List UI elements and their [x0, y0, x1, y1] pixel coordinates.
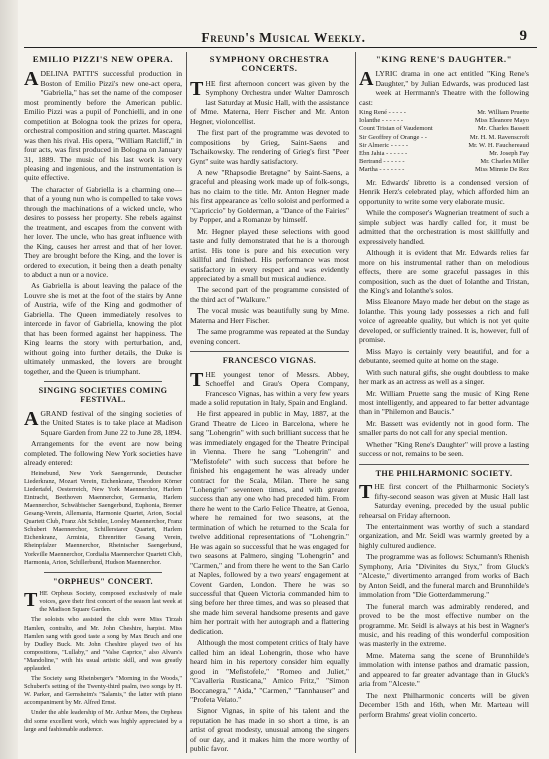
article-title: SINGING SOCIETIES COMING FESTIVAL. — [38, 385, 168, 405]
paragraph: Mr. William Pruette sang the music of King Rene most intelligently, and appeared to far better advantage than in "Philemon and Baucis." — [359, 388, 529, 417]
section-divider — [44, 381, 162, 382]
column-divider — [186, 52, 187, 753]
paragraph-text: HE first afternoon concert was given by the Symphony Orchestra under Walter Damrosch last Saturday at Music Hall, with the assistance of Mme. Materna, Herr Fischer and Mr. Anton Hegner, violoncellist. — [190, 78, 349, 126]
society-list: Heinebund, New York Saengerrunde, Deutscher Liederkranz, Mozart Verein, Eichenkranz, Theodore Körner Liedertafel, Oesterreich, New York Maennerchor, Harlem Eintracht, Beethoven Maennerchor, Germania, Harlem Maennerchor, Schwäbischer Saengerbund, Euphonia, Bremer Gesang-Verein, Allemania, Harmonie Quartet, Arion, Social Quartett Club, Franz Abt Schüler, Lorsley Maennerchor, Franz Schubert Maennerchor, Schillerstarer Quartett, Harlem Eichenkranz, Arminia, Ehrenritter Gesang Verein, Rheinpfalzer Maennerchor, Rheinischer Saengerbund, Yorkville Maennerchor, Cordialia Maennerchor Quartett Club, Harmonia, Arion, Schillerbund, Hudson Maennerchor. — [24, 469, 182, 566]
cast-row — [359, 117, 529, 125]
cast-role: Ebn Jahia - - - - - - — [359, 149, 408, 157]
masthead-title: Freund's Musical Weekly. — [201, 30, 366, 45]
article-lead — [190, 79, 349, 126]
article-title: THE PHILHARMONIC SOCIETY. — [375, 468, 513, 478]
paragraph-text: HE first concert of the Philharmonic Society's fifty-second season was given at Music Hall last Saturday evening, preceded by the usual public rehearsal on Friday afternoon. — [359, 482, 529, 520]
paragraph: Although it is evident that Mr. Edwards relies far more on his instrumental rather than on melodious effects, there are some graceful passages in this composition, such as the duet of Iolanthe and Tristan, the King's and Iolanthe's solos. — [359, 248, 529, 295]
section-divider — [44, 572, 162, 573]
paragraph: With such natural gifts, she ought doubtless to make her mark as an actress as well as a singer. — [359, 367, 529, 387]
drop-cap: T — [190, 368, 204, 391]
paragraph: A new "Rhapsodie Bretagne" by Saint-Saens, a graceful and pleasing work made up of folk-songs, has no claim to the title. Mr. Anton Hegner made his first appearance as 'cello soloist and performed a "Capriccio" by Golderman, a "Dance of the Fairies" by Popper, and a Romanze by himself. — [190, 167, 349, 225]
paragraph: Whether "King Rene's Daughter" will prove a lasting success or not, remains to be seen. — [359, 439, 529, 459]
section-divider — [359, 464, 529, 465]
article-lead — [359, 482, 529, 520]
page-number: 9 — [519, 28, 527, 44]
cast-list — [359, 109, 529, 174]
paragraph: The programme was as follows: Schumann's Rhenish Symphony, Aria "Divinites du Styx," from Gluck's "Alceste," divertimento arranged from works of Bach by Anton Seidl, and the funeral march and Brunnhilde's immolation from "Die Gotterdammerung." — [359, 552, 529, 600]
cast-role: Count Tristan of Vaudemont — [359, 125, 433, 133]
cast-row — [359, 109, 529, 117]
paragraph: The soloists who assisted the club were Miss Tirzah Hamlen, contralto, and Mr. John Cheshire, harpist. Miss Hamlen sang with good taste a song by Max Bruch and one by Dudley Buck. Mr. John Cheshire played two of his compositions, "Lullaby," and "Valse Caprice," also Alvars's "Mandoline," with his usual artistic skill, and was greatly applauded. — [24, 616, 182, 672]
cast-role: Martha - - - - - - - — [359, 165, 405, 173]
paragraph: Miss Mayo is certainly very beautiful, and for a debutante, seemed quite at home on the stage. — [359, 346, 529, 366]
article-lead — [24, 69, 182, 182]
article-title: "KING RENE'S DAUGHTER." — [375, 54, 513, 64]
cast-row — [359, 150, 529, 158]
drop-cap: T — [359, 481, 373, 504]
column-divider — [355, 52, 356, 753]
header-rule — [24, 47, 537, 48]
article-title: FRANCESCO VIGNAS. — [222, 356, 317, 366]
paragraph: He first appeared in public in May, 1887, at the Grand Theatre de Liceo in Barcelona, where he sang "Lohengrin" with such brilliant success that he was immediately engaged for the Theatre Principal in Vienna. There he sang "Lohengrin" and "Mefistofele" with such success that before he finished his engagement he was already under contract for the Scala, Milan. There he sang "Lohengrin" seventeen times, and with greater success than any one who had preceded him. From there he went to the Carlo Felice Theatre, at Genoa, where he remained for two seasons, at the termination of which he returned to the Scala for twelve additional representations of "Lohengrin." He was again so successful that he was engaged for two seasons at Palmero, singing "Lohengrin" and "Carmen," and from there he went to the San Carlo at Naples, followed by a two years' engagement at Covent Garden, London. There he was so successful that Queen Victoria commanded him to sing before her three times, and was so pleased that she made him several handsome presents and gave him her portrait with her autograph and a flattering dedication. — [190, 409, 349, 636]
article-lead — [24, 590, 182, 614]
cast-row — [359, 158, 529, 166]
paragraph: Mr. Bassett was evidently not in good form. The smaller parts do not call for any special mention. — [359, 418, 529, 438]
cast-actor: Mr. H. M. Ravenscroft — [469, 133, 529, 141]
paragraph: The vocal music was beautifully sung by Mme. Materna and Herr Fischer. — [190, 306, 349, 325]
paragraph: Mr. Edwards' libretto is a condensed version of Henrik Herz's celebrated play, which afforded him an opportunity to write some very elaborate music. — [359, 178, 529, 206]
cast-actor: Miss Eleanore Mayo — [474, 117, 529, 125]
cast-row — [359, 125, 529, 133]
article-title: EMILIO PIZZI'S NEW OPERA. — [32, 54, 174, 64]
article-lead — [24, 409, 182, 437]
drop-cap: T — [24, 589, 38, 612]
page-binding — [0, 0, 18, 759]
paragraph: Mr. Hegner played these selections with good taste and fully demonstrated that he is a thorough artist. His tone is pure and his execution very skillful and finished. His performance was most satisfactory in every respect and was evidently appreciated by a small but musical audience. — [190, 226, 349, 283]
cast-actor: Mr. Charles Miller — [480, 157, 529, 165]
paragraph: The funeral march was admirably rendered, and proved to be the most effective number on the programme. Mr. Seidl is always at his best in Wagner's music, and his reading of this wonderful composition was masterly in the extreme. — [359, 601, 529, 649]
paragraph: Arrangements for the event are now being completed. The following New York societies have already entered: — [24, 439, 182, 468]
paragraph-text: LYRIC drama in one act entitled "King Rene's Daughter," by Julian Edwards, was produced last week at Herrmann's Theatre with the following cast: — [359, 69, 529, 107]
paragraph: Miss Eleanore Mayo made her debut on the stage as Iolanthe. This young lady possesses a rich and full voice of agreeable quality, but which is not yet quite developed, or sufficiently trained. It is, however, full of promise. — [359, 297, 529, 345]
drop-cap: A — [359, 68, 374, 91]
cast-role: Sir Geoffrey of Orange - - — [359, 133, 427, 141]
cast-row — [359, 134, 529, 142]
cast-actor: Mr. Joseph Fay — [489, 149, 529, 157]
paragraph-text: HE Orpheus Society, composed exclusively of male voices, gave their first concert of the season last week at the Madison Square Garden. — [39, 590, 182, 614]
drop-cap: T — [190, 77, 204, 100]
column-middle — [190, 52, 349, 759]
cast-actor: Mr. W. H. Fauchereaud — [468, 141, 529, 149]
paragraph: The first part of the programme was devoted to compositions by Grieg, Saint-Saens and Tschaikowsky. The rendering of Grieg's first "Peer Gynt" suite was hardly satisfactory. — [190, 128, 349, 166]
cast-role: King René - - - - - — [359, 109, 406, 117]
cast-role: Sir Almeric - - - - - — [359, 141, 409, 149]
paragraph: The character of Gabriella is a charming one—that of a young nun who is compelled to take vows through the machinations of a wicked uncle, who desires to possess her property. She rebels against the treatment, and escapes from the convent with her lover. The uncle, who has great influence with the King, causes her arrest and that of her lover. They are brought before the King, and the lover is ordered to execution, it being then a death penalty to abduct a nun or a novice. — [24, 184, 182, 279]
paragraph: As Gabriella is about leaving the palace of the Louvre she is met at the foot of the stairs by Anne of Austria, wife of the King and godmother of Gabriella. The Queen immediately resolves to intercede in favor of Gabriella, knowing the plot that has been formed against her happiness. The King learns the story with perturbation, and, without going into further details, the Duke is ultimately unmasked, the lovers are brought together, and the Queen is triumphant. — [24, 281, 182, 376]
paragraph: While the composer's Wagnerian treatment of such a simple subject was hardly called for, it must be admitted that the orchestration is most skillfully and expressively handled. — [359, 208, 529, 246]
cast-actor: Mr. William Pruette — [477, 109, 529, 117]
cast-role: Iolanthe - - - - - - — [359, 117, 404, 125]
article-lead — [190, 370, 349, 408]
paragraph-text: GRAND festival of the singing societies of the United States is to take place at Madison Square Garden from June 22 to June 28, 1894. — [40, 408, 182, 437]
paragraph: Mme. Materna sang the scene of Brunnhilde's immolation with intense pathos and dramatic passion, and appeared to far greater advantage than in Gluck's aria from "Alceste." — [359, 650, 529, 689]
paragraph-text: DELINA PATTI'S successful production in Boston of Emilio Pizzi's new one-act opera, "Gabriella," has set the name of the composer most prominently before the American public. Emilio Pizzi was a pupil of Ponchielli, and in one competition at Bologna took the prizes for opera, orchestral composition and string quartet. Mascagni was then his rival. His opera, "William Ratcliff," in four acts, was first produced in Bologna on January 31, 1889. The music of his last work is very pleasing and ingenious, and the instrumentation is quite effective. — [24, 69, 182, 183]
drop-cap: A — [24, 68, 39, 91]
paragraph: The same programme was repeated at the Sunday evening concert. — [190, 327, 349, 346]
paragraph: The Society sang Rheinberger's "Morning in the Woods," Schubert's setting of the Twenty-third psalm, two songs by H. W. Parker, and Gernsheim's "Salamis," the latter with piano accompaniment by Mr. Alfred Ernst. — [24, 675, 182, 707]
paragraph: The entertainment was worthy of such a standard organization, and Mr. Seidl was warmly greeted by a highly cultured audience. — [359, 521, 529, 550]
section-divider — [190, 351, 349, 352]
paragraph: Under the able leadership of Mr. Arthur Mees, the Orpheus did some excellent work, which was highly appreciated by a large and fashionable audience. — [24, 709, 182, 733]
cast-row — [359, 166, 529, 174]
article-title: "ORPHEUS" CONCERT. — [52, 576, 153, 586]
article-title: SYMPHONY ORCHESTRA CONCERTS. — [209, 54, 330, 74]
drop-cap: A — [24, 407, 39, 430]
paragraph: The second part of the programme consisted of the third act of "Walkure." — [190, 285, 349, 304]
paragraph-text: HE youngest tenor of Messrs. Abbey, Schoeffel and Grau's Opera Company, Francesco Vignas, has within a very few years made a solid reputation in Italy, Spain and England. — [190, 369, 349, 407]
article-lead — [359, 69, 529, 107]
paragraph: The next Philharmonic concerts will be given December 15th and 16th, when Mr. Marteau will perform Brahms' great violin concerto. — [359, 690, 529, 719]
column-right — [359, 52, 529, 759]
column-left — [24, 52, 182, 759]
cast-row — [359, 142, 529, 150]
paragraph: Although the most competent critics of Italy have called him an ideal Lohengrin, those who have heard him in his repertory consider him equally good in "Mefistofele," "Romeo and Juliet," "Cavalleria Rusticana," Amico Fritz," "Simon Boccanegra," "Aida," "Carmen," "Tannhauser" and "Profeta Velato." — [190, 638, 349, 704]
paragraph: Signor Vignas, in spite of his talent and the reputation he has made in so short a time, is an artist of great modesty, unusual among the singers of our day, and it makes him the more worthy of public favor. — [190, 706, 349, 754]
cast-actor: Miss Minnie De Rez — [475, 165, 529, 173]
cast-role: Bertrand - - - - - - — [359, 157, 405, 165]
cast-actor: Mr. Charles Bassett — [477, 125, 529, 133]
page-header — [18, 0, 549, 48]
